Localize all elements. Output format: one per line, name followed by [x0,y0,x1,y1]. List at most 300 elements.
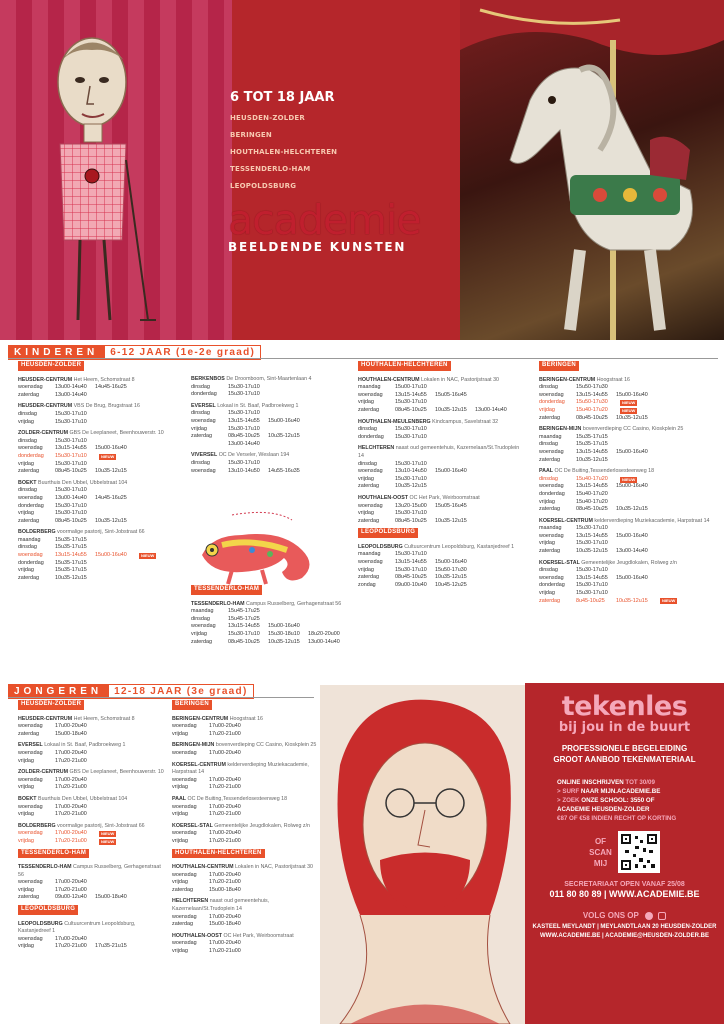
location-heading [18,403,183,411]
location-name: HOUTHALEN-OOST [358,494,409,501]
time-slot: 15u40-17u20 [576,406,608,413]
location-name: BERINGEN-CENTRUM [172,715,229,722]
day: maandag [191,608,214,615]
time-slot: 15u30-17u10 [576,525,608,532]
location-name: HOUTHALEN-OOST [172,932,223,939]
schedule-row [539,384,719,392]
register-url[interactable]: NAAR MIJN.ACADEMIE.BE [580,788,661,795]
location-address: kelderverdieping Muziekacademie, Harpstraat 14 [172,761,309,776]
kids-column-1 [18,358,183,582]
time-slot: 09u00-12u40 [55,894,87,901]
location-heading [539,426,719,434]
time-slot: 15u30-17u10 [228,410,260,417]
location-heading [172,864,320,872]
day: donderdag [539,582,565,589]
day: zaterdag [18,730,39,737]
hero-location: HOUTHALEN-HELCHTEREN [230,148,338,156]
day: zaterdag [539,597,560,604]
schedule-row [172,887,320,895]
location-name: BOEKT [18,795,37,802]
location-heading [539,377,719,385]
new-badge: NIEUW [141,552,155,558]
time-slot: 15u00-18u40 [95,894,127,901]
schedule-row [191,433,356,441]
location-heading [358,495,526,503]
time-slot: 17u20-21u00 [209,784,241,791]
portrait-drawing [320,685,525,1024]
schedule-row [191,623,356,631]
schedule-row [172,830,320,838]
schedule-row [358,582,526,590]
day: zaterdag [191,638,212,645]
day: zaterdag [18,517,39,524]
time-slot: 15u30-17u10 [395,399,427,406]
location-heading [358,419,526,427]
location-name: PAAL [172,795,187,802]
time-slot: 17u20-21u00 [209,730,241,737]
time-slot: 15u40-17u20 [576,475,608,482]
time-slot: 17u00-20u40 [209,749,241,756]
day: zaterdag [18,391,39,398]
schedule-row [191,410,356,418]
location-heading [172,762,320,777]
schedule-row [539,407,719,415]
hero-location: LEOPOLDSBURG [230,182,297,190]
time-slot: 17u20-21u00 [55,837,87,844]
schedule-row [539,590,719,598]
location-name: EVERSEL [18,742,43,749]
schedule-row [191,460,356,468]
time-slot: 15u35-17u15 [55,567,87,574]
location-heading [191,403,356,411]
day: maandag [358,551,381,558]
day: woensdag [172,940,197,947]
schedule-row [172,811,320,819]
time-slot: 10u35-12u15 [95,517,127,524]
schedule-row [191,616,356,624]
day: vrijdag [172,784,188,791]
location-address: Lokaal in St. Baaf, Padbroekweg 1 [44,742,126,749]
schedule-row [358,434,526,442]
time-slot: 08u45-10u25 [228,433,260,440]
day: woensdag [539,391,564,398]
location-address: Gemeentelijke Jeugdlokalen, Rolweg z/n [581,559,677,566]
brand-wordmark: academie [228,196,421,244]
day: dinsdag [191,383,210,390]
schedule-row [18,495,183,503]
schedule-row [18,468,183,476]
schedule-row [172,921,320,929]
schedule-row [18,438,183,446]
schedule-row [18,510,183,518]
day: dinsdag [539,441,558,448]
new-badge: NIEUW [622,400,636,406]
time-slot: 17u20-21u00 [55,784,87,791]
day: zaterdag [358,574,379,581]
time-slot: 10u35-12u15 [435,406,467,413]
day: woensdag [172,830,197,837]
schedule-row [358,574,526,582]
time-slot: 8u45-10u25 [576,597,605,604]
day: zaterdag [18,574,39,581]
time-slot: 17u00-20u40 [55,723,87,730]
location-address: Hoogstraat 16 [229,715,263,722]
schedule-row [358,468,526,476]
facebook-icon[interactable] [645,912,653,920]
schedule-row [18,936,168,944]
day: vrijdag [172,948,188,955]
time-slot: 17u20-21u00 [55,811,87,818]
schedule-row [191,384,356,392]
time-slot: 14u45-16u25 [95,494,127,501]
location-name: BERINGEN-CENTRUM [539,376,596,383]
location-name: BERKENBOS [191,376,225,382]
location-heading [358,377,526,385]
schedule-row [358,551,526,559]
location-heading [539,518,719,526]
day: vrijdag [18,418,34,425]
time-slot: 17u35-21u15 [95,943,127,950]
location-address: VBS De Brug, Brugstraat 16 [73,403,140,410]
time-slot: 15u30-17u10 [395,460,427,467]
day: vrijdag [18,784,34,791]
day: vrijdag [18,757,34,764]
day: zaterdag [539,414,560,421]
section-heading: LEOPOLDSBURG [18,905,78,915]
time-slot: 13u10-14u50 [395,468,427,475]
schedule-row [18,445,183,453]
time-slot: 13u00-14u40 [55,384,87,391]
time-slot: 15u45-17u25 [228,608,260,615]
location-name: HOUTHALEN-CENTRUM [358,376,420,383]
schedule-row [539,434,719,442]
new-badge: NIEUW [101,453,115,459]
time-slot: 17u00-20u40 [55,879,87,886]
follow-label: VOLG ONS OP [582,911,639,920]
time-slot: 13u15-14u55 [395,559,427,566]
time-slot: 15u30-17u10 [395,566,427,573]
time-slot: 17u00-20u40 [209,830,241,837]
schedule-row [172,940,320,948]
location-heading [358,445,526,460]
time-slot: 10u35-12u15 [268,433,300,440]
location-heading [172,898,320,913]
day: dinsdag [18,410,37,417]
carousel-horse-photo [460,0,724,340]
location-address: Cultuurcentrum Leopoldsburg, Kastanjedreef 1 [18,920,136,935]
price-info: €87 OF €58 INDIEN RECHT OP KORTING [557,815,677,822]
new-badge: NIEUW [622,407,636,413]
schedule-row [172,948,320,956]
day: maandag [358,384,381,391]
day: donderdag [358,433,384,440]
time-slot: 17u00-20u40 [209,776,241,783]
hero-banner [0,0,724,340]
day: woensdag [172,913,197,920]
promo-subtitle: bij jou in de buurt [558,720,691,735]
day: woensdag [539,532,564,539]
time-slot: 15u30-17u10 [228,630,260,637]
day: woensdag [358,468,383,475]
day: vrijdag [18,567,34,574]
schedule-row [191,639,356,647]
time-slot: 13u15-14u55 [228,623,260,630]
figure-illustration [40,20,160,340]
schedule-row [191,426,356,434]
kids-column-4 [539,358,719,605]
schedule-row [18,811,168,819]
time-slot: 15u50-17u30 [576,399,608,406]
time-slot: 15u45-17u25 [228,615,260,622]
chameleon-illustration [192,510,332,590]
time-slot: 15u05-16u45 [435,391,467,398]
time-slot: 15u30-17u10 [55,502,87,509]
time-slot: 15u35-17u15 [55,544,87,551]
location-name: HEUSDER-CENTRUM [18,403,73,410]
day: vrijdag [191,630,207,637]
schedule-row [539,525,719,533]
day: woensdag [18,445,43,452]
day: vrijdag [358,399,374,406]
time-slot: 13u00-14u40 [475,406,507,413]
location-name: ZOLDER-CENTRUM [18,769,69,776]
time-slot: 10u35-12u15 [435,574,467,581]
time-slot: 15u00-16u40 [268,623,300,630]
time-slot: 10u35-12u15 [576,456,608,463]
time-slot: 15u30-17u10 [395,551,427,558]
schedule-row [172,750,320,758]
schedule-row [358,518,526,526]
time-slot: 10u35-12u15 [268,638,300,645]
schedule-row [539,483,719,491]
day: dinsdag [191,459,210,466]
brand-subtitle: BEELDENDE KUNSTEN [228,240,407,254]
time-slot: 15u00-18u40 [55,730,87,737]
qr-code[interactable] [618,831,660,873]
schedule-row [172,838,320,846]
kids-column-3 [358,358,526,589]
location-heading [172,716,320,724]
time-slot: 15u30-17u10 [228,391,260,398]
schedule-row [539,457,719,465]
time-slot: 15u30-17u10 [55,410,87,417]
location-address: Lokalen in NAC, Pastorijstraat 30 [234,864,314,871]
schedule-row [18,392,183,400]
time-slot: 15u40-17u20 [576,490,608,497]
time-slot: 15u00-16u40 [616,483,648,490]
new-badge: NIEUW [662,598,676,604]
location-name: HOUTHALEN-MEULENBERG [358,418,431,425]
time-slot: 13u15-14u55 [576,574,608,581]
time-slot: 13u00-14u40 [55,391,87,398]
day [191,441,228,449]
day: woensdag [172,749,197,756]
schedule-row [358,567,526,575]
time-slot: 14u55-16u35 [268,467,300,474]
time-slot: 13u15-14u55 [576,391,608,398]
qr-section [525,831,724,873]
location-address: Lokaal in St. Baaf, Padbroekweg 1 [217,402,299,409]
time-slot: 15u50-17u30 [576,384,608,391]
location-name: HEUSDER-CENTRUM [18,376,73,383]
day: maandag [539,525,562,532]
instagram-icon[interactable] [658,912,666,920]
schedule-row [539,399,719,407]
secretariat-info: SECRETARIAAT OPEN VANAF 25/08 [564,881,685,888]
schedule-row [191,418,356,426]
location-name: BOEKT [18,479,37,486]
schedule-row [358,510,526,518]
location-heading [18,716,168,724]
time-slot: 15u00-16u40 [268,417,300,424]
hero-location: HEUSDEN-ZOLDER [230,114,305,122]
location-address: De Droomboom, Sint-Maartenlaan 4 [226,376,312,382]
day: woensdag [18,384,43,391]
schedule-row [539,415,719,423]
day: woensdag [539,483,564,490]
time-slot: 15u40-17u20 [576,498,608,505]
location-name: LEOPOLDSBURG [358,543,403,550]
day: woensdag [191,623,216,630]
teens-label: JONGEREN [8,684,108,699]
time-slot: 08u45-10u25 [576,414,608,421]
day: vrijdag [172,837,188,844]
schedule-row [18,894,168,902]
day: zaterdag [358,483,379,490]
day: dinsdag [539,384,558,391]
location-heading [172,796,320,804]
day: vrijdag [358,475,374,482]
day: zondag [358,581,376,588]
schedule-row [172,777,320,785]
time-slot: 15u00-17u10 [395,384,427,391]
time-slot: 09u00-10u40 [395,581,427,588]
day: vrijdag [539,406,555,413]
schedule-row [18,879,168,887]
time-slot: 15u30-17u10 [228,459,260,466]
brand-logo [228,196,421,254]
time-slot: 17u20-21u00 [209,948,241,955]
schedule-row [358,399,526,407]
schedule-row [18,723,168,731]
location-address: Campus Russelberg, Gerhagenstraat 56 [18,864,161,878]
day: woensdag [172,803,197,810]
time-slot: 13u00-14u40 [616,548,648,555]
schedule-row [539,491,719,499]
time-slot: 15u30-17u10 [395,475,427,482]
hero-info [230,90,337,190]
register-deadline: TOT 30/09 [625,779,655,786]
schedule-row [358,407,526,415]
day: vrijdag [18,510,34,517]
day: woensdag [18,803,43,810]
day: zaterdag [539,456,560,463]
time-slot: 15u30-17u10 [395,433,427,440]
step-surf: > SURF [557,788,581,795]
time-slot: 15u30-17u10 [576,567,608,574]
schedule-row [172,804,320,812]
day: dinsdag [191,410,210,417]
location-address: naast oud gemeentehuis, Kazernelaan/St.Trudoplein 14 [358,445,520,459]
location-name: BERINGEN-MIJN [172,742,215,749]
time-slot: 15u00-16u40 [95,552,127,559]
time-slot: 15u00-16u40 [616,391,648,398]
day: zaterdag [18,468,39,475]
day: woensdag [358,502,383,509]
schedule-row [18,731,168,739]
location-address: Buurthuis Den Ubbel, Ubbelstraat 104 [38,479,128,486]
section-heading: HEUSDEN-ZOLDER [18,700,84,710]
time-slot: 13u15-14u55 [395,391,427,398]
location-address: GBS De Leeplaneet, Beenhouwerstr. 10 [69,430,164,437]
time-slot: 17u20-21u00 [55,886,87,893]
section-heading: BERINGEN [172,700,212,710]
day: woensdag [358,559,383,566]
schedule-row [172,723,320,731]
location-name: BERINGEN-MIJN [539,426,582,433]
kids-column-2 [191,372,356,475]
schedule-row [358,384,526,392]
time-slot: 13u20-15u00 [395,502,427,509]
schedule-row [18,804,168,812]
schedule-row [172,914,320,922]
promo-title: tekenles [561,691,688,722]
time-slot: 17u00-20u40 [55,935,87,942]
day: maandag [18,536,41,543]
time-slot: 17u00-20u40 [209,723,241,730]
social-follow [525,911,724,920]
schedule-row [18,487,183,495]
day: dinsdag [18,487,37,494]
time-slot: 17u00-20u40 [209,803,241,810]
time-slot: 15u00-18u40 [209,886,241,893]
location-name: BOLDERBERG [18,822,56,829]
time-slot: 15u30-17u10 [576,590,608,597]
day: woensdag [539,574,564,581]
schedule-row [539,540,719,548]
step-search: > ZOEK [557,797,582,804]
location-heading [172,742,320,750]
day: woensdag [172,776,197,783]
kids-label: KINDEREN [8,345,104,360]
location-name: HELCHTEREN [172,898,209,905]
time-slot: 15u30-17u10 [228,425,260,432]
schedule-row [18,503,183,511]
schedule-row [358,426,526,434]
schedule-row [18,887,168,895]
schedule-row [539,476,719,484]
time-slot: 15u30-17u10 [55,437,87,444]
teens-age: 12-18 JAAR (3e graad) [108,684,253,699]
hero-location: BERINGEN [230,131,272,139]
time-slot: 10u35-12u15 [55,574,87,581]
day: vrijdag [539,540,555,547]
day: woensdag [18,776,43,783]
schedule-row [358,476,526,484]
schedule-row [539,441,719,449]
schedule-row [191,441,356,449]
time-slot: 14u45-16u25 [95,384,127,391]
time-slot: 10u35-12u15 [616,414,648,421]
location-heading [18,921,168,936]
day: woensdag [539,448,564,455]
day: woensdag [18,879,43,886]
day: zaterdag [172,921,193,928]
time-slot: 08u45-10u25 [55,468,87,475]
new-badge: NIEUW [101,838,115,844]
day: maandag [539,433,562,440]
day: woensdag [172,871,197,878]
